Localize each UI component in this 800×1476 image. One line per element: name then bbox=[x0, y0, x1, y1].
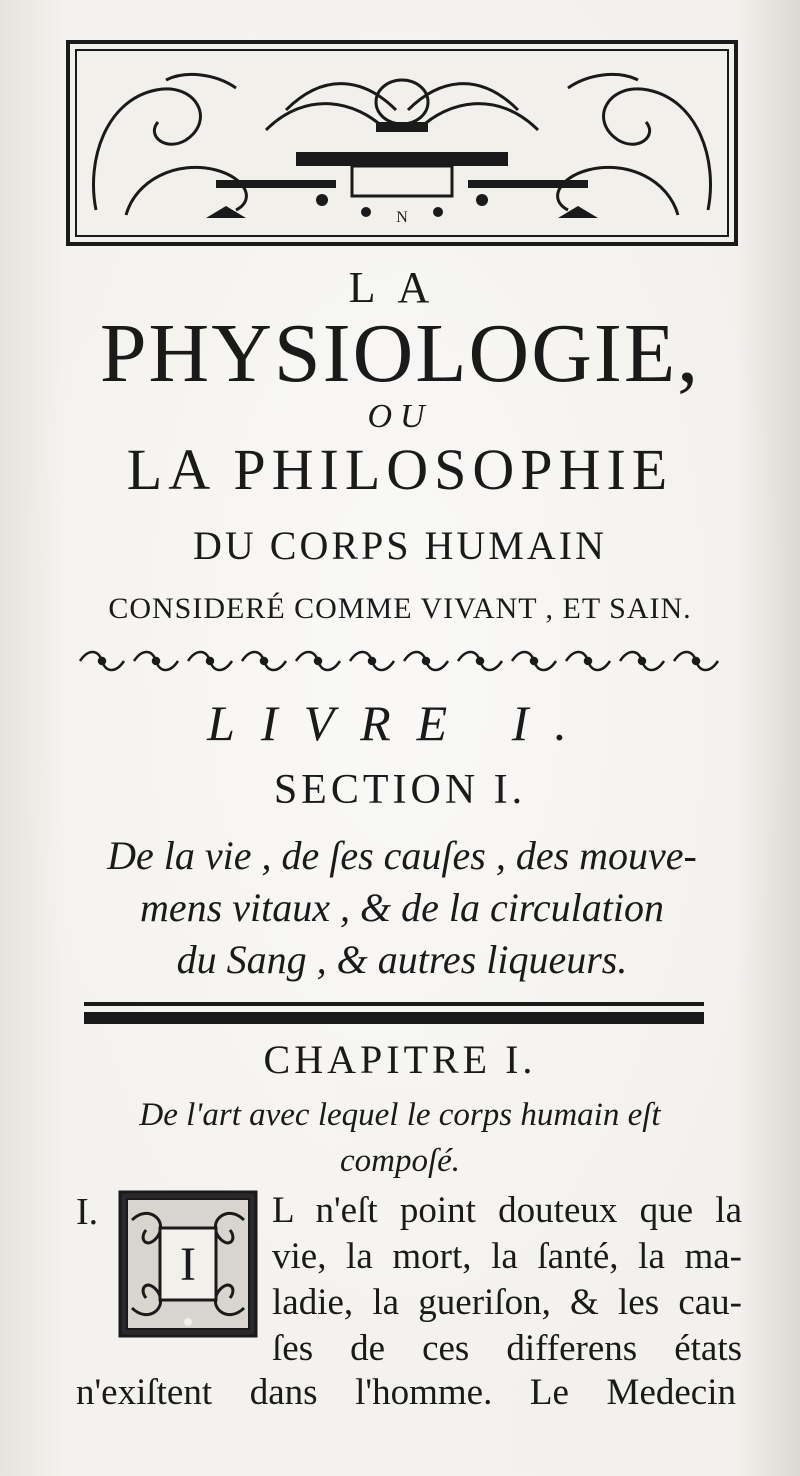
paragraph-line: ladie, la gueriſon, & les cau- bbox=[272, 1282, 742, 1323]
fleuron-dot bbox=[99, 658, 105, 664]
fleuron-dot bbox=[423, 658, 429, 664]
initial-letter: I bbox=[180, 1238, 196, 1291]
title-alternate: LA PHILOSOPHIE bbox=[126, 437, 674, 502]
book-heading: LIVRE I. bbox=[207, 695, 593, 751]
chapter-subtitle-line: compoſé. bbox=[339, 1143, 461, 1179]
paragraph-line: L n'eſt point douteux que la bbox=[272, 1190, 742, 1231]
section-heading: SECTION I. bbox=[273, 767, 527, 813]
fleuron-dot bbox=[207, 658, 213, 664]
section-subtitle bbox=[62, 830, 742, 986]
section-subtitle-line: De la vie , de ſes cauſes , des mouve- bbox=[107, 833, 697, 878]
fleuron-dot bbox=[153, 658, 159, 664]
chapter-heading: CHAPITRE I. bbox=[263, 1037, 537, 1082]
headpiece-letter: N bbox=[396, 209, 408, 226]
fleuron-dot bbox=[261, 658, 267, 664]
fleuron-dot bbox=[585, 658, 591, 664]
fleuron-divider bbox=[72, 646, 728, 676]
paragraph-number: I. bbox=[76, 1191, 99, 1233]
fleuron-dot bbox=[639, 658, 645, 664]
paragraph-last-line: n'exiſtent dans l'homme. Le Medecin bbox=[76, 1372, 736, 1413]
chapter-subtitle-line: De l'art avec lequel le corps humain eſt bbox=[139, 1097, 661, 1133]
title-line-4: CONSIDERÉ COMME VIVANT , ET SAIN. bbox=[108, 592, 692, 625]
title-line-3: DU CORPS HUMAIN bbox=[193, 523, 607, 568]
fleuron-dot bbox=[369, 658, 375, 664]
title-article: LA bbox=[348, 263, 452, 312]
fleuron-dot bbox=[531, 658, 537, 664]
section-subtitle-line: mens vitaux , & de la circulation bbox=[140, 885, 664, 930]
fleuron-dot bbox=[477, 658, 483, 664]
decorated-initial bbox=[118, 1190, 258, 1338]
paragraph-line: ſes de ces differens états bbox=[272, 1328, 742, 1369]
double-rule-divider bbox=[84, 998, 704, 1028]
ornamental-headpiece bbox=[66, 40, 738, 246]
title-conjunction: OU bbox=[367, 398, 433, 435]
paragraph-line: vie, la mort, la ſanté, la ma- bbox=[272, 1236, 742, 1277]
fleuron-dot bbox=[693, 658, 699, 664]
paragraph-body bbox=[272, 1188, 742, 1372]
chapter-subtitle bbox=[90, 1092, 710, 1184]
title-main: PHYSIOLOGIE, bbox=[99, 307, 701, 400]
section-subtitle-line: du Sang , & autres liqueurs. bbox=[176, 937, 628, 982]
fleuron-dot bbox=[315, 658, 321, 664]
